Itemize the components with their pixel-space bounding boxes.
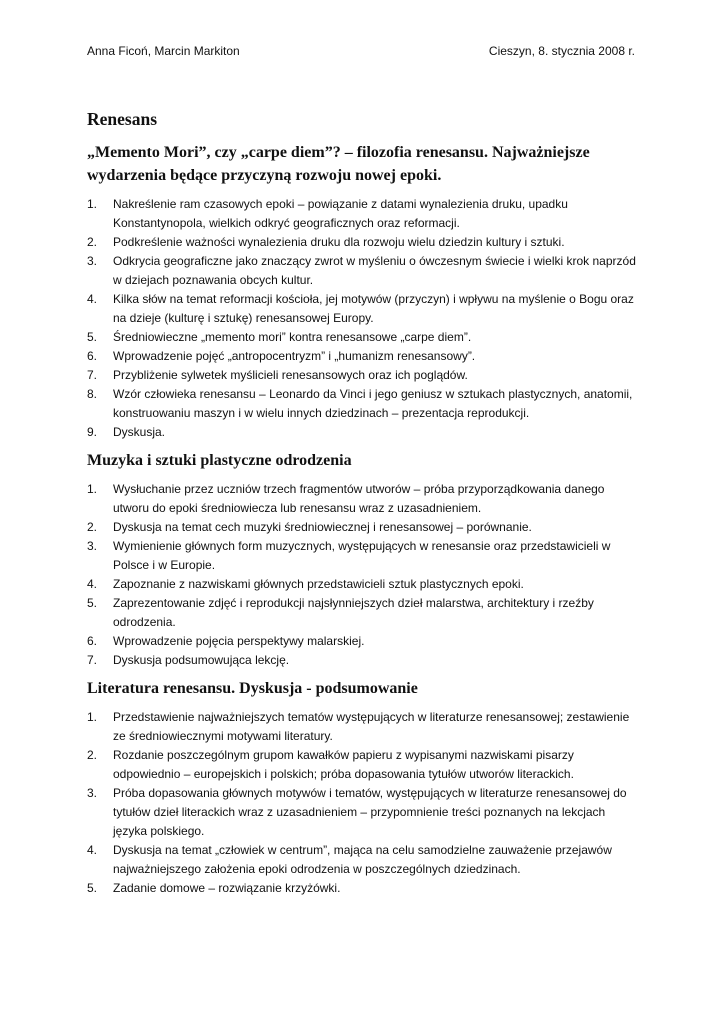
section-2-list xyxy=(87,480,639,670)
list-item-text: Przybliżenie sylwetek myślicieli renesansowych oraz ich poglądów. xyxy=(113,368,468,382)
list-item-text: Dyskusja podsumowująca lekcję. xyxy=(113,653,290,667)
page-header xyxy=(87,43,635,59)
list-item-number: 3. xyxy=(87,786,98,800)
section-1-title: „Memento Mori”, czy „carpe diem”? – filozofia renesansu. Najważniejsze wydarzenia będące przyczyną rozwoju nowej epoki. xyxy=(87,144,590,184)
list-item-number: 7. xyxy=(87,368,98,382)
list-item-text: Odkrycia geograficzne jako znaczący zwrot w myśleniu o ówczesnym świecie i wielki krok naprzód w dziejach poznawania obcych kultur. xyxy=(113,254,636,287)
list-item-text: Zadanie domowe – rozwiązanie krzyżówki. xyxy=(113,881,341,895)
list-item-text: Rozdanie poszczególnym grupom kawałków papieru z wypisanymi nazwiskami pisarzy odpowiednio – europejskich i polskich; próba dopasowania tytułów utworów literackich. xyxy=(113,748,574,781)
list-item-number: 5. xyxy=(87,596,98,610)
list-item-text: Wysłuchanie przez uczniów trzech fragmentów utworów – próba przyporządkowania danego utworu do epoki średniowiecza lub renesansu wraz z uzasadnieniem. xyxy=(113,482,605,515)
list-item-text: Próba dopasowania głównych motywów i tematów, występujących w literaturze renesansowej do tytułów dzieł literackich wraz z uzasadnieniem – przypomnienie treści poznanych na lekcjach języka polskiego. xyxy=(113,786,627,838)
list-item-text: Dyskusja na temat cech muzyki średniowiecznej i renesansowej – porównanie. xyxy=(113,520,532,534)
list-item xyxy=(87,480,639,518)
section-3-title: Literatura renesansu. Dyskusja - podsumowanie xyxy=(87,680,418,697)
list-item-text: Dyskusja. xyxy=(113,425,166,439)
list-item-number: 2. xyxy=(87,235,98,249)
list-item-number: 4. xyxy=(87,292,98,306)
list-item xyxy=(87,784,639,841)
list-item xyxy=(87,594,639,632)
list-item-text: Dyskusja na temat „człowiek w centrum”, mająca na celu samodzielne zauważenie przejawów najważniejszego założenia epoki odrodzenia w poszczególnych dziedzinach. xyxy=(113,843,612,876)
list-item-number: 1. xyxy=(87,482,98,496)
list-item-number: 4. xyxy=(87,577,98,591)
section-2-title: Muzyka i sztuki plastyczne odrodzenia xyxy=(87,452,352,469)
list-item-text: Wymienienie głównych form muzycznych, występujących w renesansie oraz przedstawicieli w Polsce i w Europie. xyxy=(113,539,611,572)
list-item-text: Wprowadzenie pojęcia perspektywy malarskiej. xyxy=(113,634,365,648)
list-item-text: Wzór człowieka renesansu – Leonardo da Vinci i jego geniusz w sztukach plastycznych, anatomii, konstruowaniu maszyn i w wielu innych dziedzinach – prezentacja reprodukcji. xyxy=(113,387,633,420)
list-item-text: Kilka słów na temat reformacji kościoła, jej motywów (przyczyn) i wpływu na myślenie o Bogu oraz na dzieje (kulturę i sztukę) renesansowej Europy. xyxy=(113,292,634,325)
list-item xyxy=(87,233,639,252)
list-item-number: 8. xyxy=(87,387,98,401)
list-item xyxy=(87,879,639,898)
section-1-list xyxy=(87,195,639,442)
list-item xyxy=(87,841,639,879)
list-item-number: 4. xyxy=(87,843,98,857)
list-item-text: Nakreślenie ram czasowych epoki – powiązanie z datami wynalezienia druku, upadku Konstantynopola, wielkich odkryć geograficznych oraz reformacji. xyxy=(113,197,568,230)
list-item xyxy=(87,537,639,575)
list-item xyxy=(87,423,639,442)
list-item xyxy=(87,290,639,328)
list-item-number: 3. xyxy=(87,254,98,268)
section-3-list xyxy=(87,708,639,898)
list-item xyxy=(87,575,639,594)
list-item-number: 2. xyxy=(87,520,98,534)
list-item xyxy=(87,347,639,366)
list-item-number: 9. xyxy=(87,425,98,439)
list-item xyxy=(87,195,639,233)
list-item-text: Wprowadzenie pojęć „antropocentryzm” i „humanizm renesansowy”. xyxy=(113,349,476,363)
authors: Anna Ficoń, Marcin Markiton xyxy=(87,44,240,58)
document-title: Renesans xyxy=(87,109,158,129)
list-item-number: 1. xyxy=(87,197,98,211)
list-item xyxy=(87,366,639,385)
list-item-number: 7. xyxy=(87,653,98,667)
list-item-number: 5. xyxy=(87,881,98,895)
list-item-text: Podkreślenie ważności wynalezienia druku dla rozwoju wielu dziedzin kultury i sztuki. xyxy=(113,235,565,249)
list-item xyxy=(87,746,639,784)
list-item-text: Zapoznanie z nazwiskami głównych przedstawicieli sztuk plastycznych epoki. xyxy=(113,577,524,591)
list-item-text: Średniowieczne „memento mori” kontra renesansowe „carpe diem”. xyxy=(113,330,472,344)
list-item xyxy=(87,328,639,347)
list-item-number: 5. xyxy=(87,330,98,344)
list-item-number: 6. xyxy=(87,349,98,363)
list-item-text: Zaprezentowanie zdjęć i reprodukcji najsłynniejszych dzieł malarstwa, architektury i rzeźby odrodzenia. xyxy=(113,596,594,629)
list-item xyxy=(87,252,639,290)
list-item xyxy=(87,708,639,746)
list-item-text: Przedstawienie najważniejszych tematów występujących w literaturze renesansowej; zestawienie ze średniowiecznymi motywami literatury. xyxy=(113,710,630,743)
list-item xyxy=(87,385,639,423)
document-body xyxy=(87,108,639,898)
list-item-number: 2. xyxy=(87,748,98,762)
list-item-number: 1. xyxy=(87,710,98,724)
list-item xyxy=(87,518,639,537)
list-item-number: 6. xyxy=(87,634,98,648)
list-item-number: 3. xyxy=(87,539,98,553)
list-item xyxy=(87,632,639,651)
list-item xyxy=(87,651,639,670)
place-date: Cieszyn, 8. stycznia 2008 r. xyxy=(488,44,635,58)
